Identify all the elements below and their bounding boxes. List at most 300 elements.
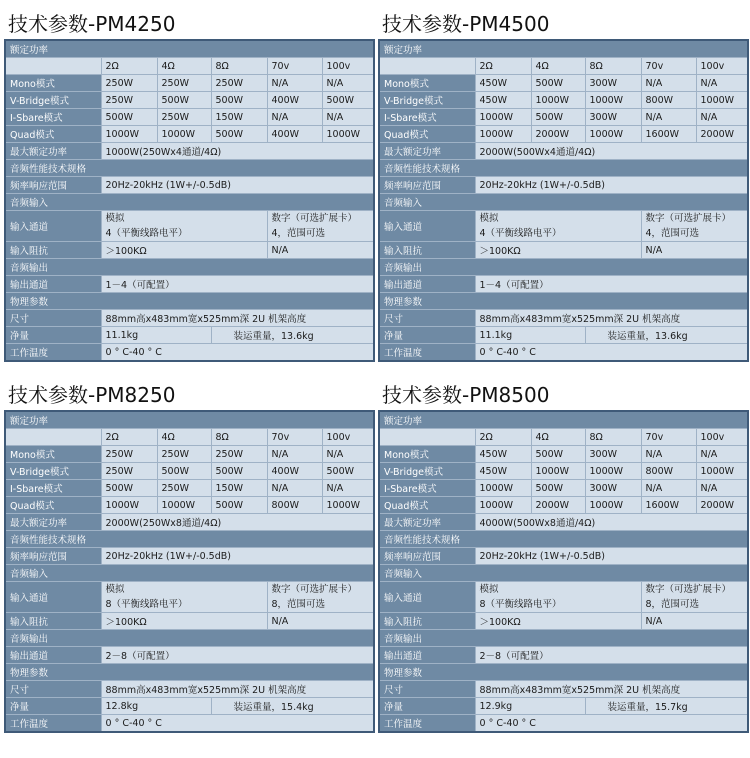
weight-label: 净量	[5, 698, 101, 715]
impedance-label: 输入阻抗	[5, 613, 101, 630]
power-cell: N/A	[322, 75, 374, 92]
power-cell: N/A	[696, 75, 748, 92]
load-2ohm: 2Ω	[101, 429, 157, 446]
weight-value: 11.1kg	[101, 327, 211, 344]
output-channels-label: 输出通道	[379, 647, 475, 664]
size-row	[5, 310, 374, 327]
mode-label: Mono模式	[379, 446, 475, 463]
freq-row	[379, 177, 748, 194]
section-audio-input: 音频输入	[5, 565, 374, 582]
load-4ohm: 4Ω	[531, 429, 585, 446]
load-100v: 100v	[696, 58, 748, 75]
mode-label: I-Sbare模式	[379, 480, 475, 497]
digital-desc: 4，范围可选	[645, 228, 700, 239]
load-8ohm: 8Ω	[211, 58, 267, 75]
physical-header-row	[379, 664, 748, 681]
mode-label: Quad模式	[5, 497, 101, 514]
section-rated-power: 额定功率	[379, 411, 748, 429]
size-label: 尺寸	[379, 681, 475, 698]
digital-cell	[267, 582, 374, 613]
input-channels-row	[5, 582, 374, 613]
section-physical: 物理参数	[379, 293, 748, 310]
mode-label: V-Bridge模式	[5, 463, 101, 480]
power-cell: N/A	[641, 75, 696, 92]
power-cell: 1000W	[531, 92, 585, 109]
analog-desc: 8（平衡线路电平）	[479, 599, 562, 610]
power-cell: 400W	[267, 92, 322, 109]
power-cell: 1000W	[696, 463, 748, 480]
mode-row-mono	[5, 446, 374, 463]
analog-cell	[101, 211, 267, 242]
power-cell: N/A	[267, 109, 322, 126]
output-channels-value: 2－8（可配置）	[475, 647, 748, 664]
digital-cell	[641, 582, 748, 613]
size-label: 尺寸	[379, 310, 475, 327]
analog-desc: 4（平衡线路电平）	[479, 228, 562, 239]
input-impedance-row	[5, 613, 374, 630]
audio-output-header-row	[379, 259, 748, 276]
impedance-digital-value: N/A	[641, 242, 748, 259]
power-cell: 450W	[475, 92, 531, 109]
section-rated-power: 额定功率	[379, 40, 748, 58]
panel-pm8500	[378, 380, 747, 733]
corner-cell	[5, 58, 101, 75]
power-cell: N/A	[641, 446, 696, 463]
load-8ohm: 8Ω	[211, 429, 267, 446]
temp-value: 0 ° C-40 ° C	[475, 344, 748, 362]
load-100v: 100v	[322, 429, 374, 446]
power-cell: 500W	[101, 480, 157, 497]
power-cell: 500W	[211, 92, 267, 109]
input-impedance-row	[379, 242, 748, 259]
power-cell: N/A	[641, 109, 696, 126]
mode-label: Quad模式	[5, 126, 101, 143]
max-power-label: 最大额定功率	[5, 143, 101, 160]
power-cell: 1000W	[475, 480, 531, 497]
power-cell: 450W	[475, 75, 531, 92]
section-audio-input: 音频输入	[379, 194, 748, 211]
input-channels-row	[379, 211, 748, 242]
freq-value: 20Hz-20kHz (1W+/-0.5dB)	[101, 177, 374, 194]
temp-value: 0 ° C-40 ° C	[101, 344, 374, 362]
digital-cell	[267, 211, 374, 242]
weight-row	[379, 698, 748, 715]
mode-row-isbare	[379, 109, 748, 126]
mode-label: I-Sbare模式	[5, 109, 101, 126]
output-channels-label: 输出通道	[5, 276, 101, 293]
input-impedance-row	[379, 613, 748, 630]
audio-output-header-row	[379, 630, 748, 647]
mode-row-vbridge	[379, 92, 748, 109]
power-cell: 300W	[585, 75, 641, 92]
freq-value: 20Hz-20kHz (1W+/-0.5dB)	[475, 548, 748, 565]
mode-label: I-Sbare模式	[379, 109, 475, 126]
load-4ohm: 4Ω	[157, 429, 211, 446]
analog-heading: 模拟	[105, 213, 125, 224]
mode-label: V-Bridge模式	[379, 92, 475, 109]
power-cell: 500W	[211, 126, 267, 143]
power-cell: 1000W	[585, 126, 641, 143]
digital-cell	[641, 211, 748, 242]
input-channels-label: 输入通道	[5, 582, 101, 613]
physical-header-row	[5, 293, 374, 310]
max-power-value: 4000W(500Wx8通道/4Ω)	[475, 514, 748, 531]
spec-table	[4, 39, 375, 362]
output-channels-row	[379, 647, 748, 664]
load-2ohm: 2Ω	[101, 58, 157, 75]
physical-header-row	[379, 293, 748, 310]
corner-cell	[5, 429, 101, 446]
mode-label: Mono模式	[5, 446, 101, 463]
impedance-label: 输入阻抗	[379, 613, 475, 630]
freq-label: 频率响应范围	[5, 548, 101, 565]
panel-title: 技术参数-PM8500	[382, 383, 550, 407]
power-cell: 250W	[211, 75, 267, 92]
weight-value: 12.8kg	[101, 698, 211, 715]
section-physical: 物理参数	[379, 664, 748, 681]
max-power-label: 最大额定功率	[379, 514, 475, 531]
load-2ohm: 2Ω	[475, 58, 531, 75]
max-power-row	[379, 143, 748, 160]
rated-power-header-row	[379, 411, 748, 429]
section-audio-input: 音频输入	[5, 194, 374, 211]
power-cell: N/A	[696, 446, 748, 463]
max-power-row	[5, 143, 374, 160]
load-4ohm: 4Ω	[531, 58, 585, 75]
power-cell: 1000W	[157, 126, 211, 143]
power-cell: 250W	[157, 480, 211, 497]
output-channels-label: 输出通道	[379, 276, 475, 293]
size-row	[379, 310, 748, 327]
output-channels-value: 1－4（可配置）	[475, 276, 748, 293]
mode-label: I-Sbare模式	[5, 480, 101, 497]
mode-row-quad	[5, 126, 374, 143]
output-channels-row	[5, 647, 374, 664]
power-cell: 250W	[101, 92, 157, 109]
impedance-value: ＞100KΩ	[475, 613, 641, 630]
spec-table	[4, 410, 375, 733]
mode-row-vbridge	[5, 92, 374, 109]
panel-title: 技术参数-PM4500	[382, 12, 550, 36]
mode-label: V-Bridge模式	[379, 463, 475, 480]
power-cell: 1000W	[322, 497, 374, 514]
temp-row	[379, 344, 748, 362]
size-value: 88mm高x483mm宽x525mm深 2U 机架高度	[101, 310, 374, 327]
mode-label: Quad模式	[379, 126, 475, 143]
power-cell: 300W	[585, 109, 641, 126]
rated-power-header-row	[5, 40, 374, 58]
rated-power-header-row	[379, 40, 748, 58]
section-audio-output: 音频输出	[379, 630, 748, 647]
power-cell: 500W	[531, 75, 585, 92]
weight-row	[5, 327, 374, 344]
analog-heading: 模拟	[479, 213, 499, 224]
max-power-label: 最大额定功率	[379, 143, 475, 160]
power-cell: 1000W	[101, 126, 157, 143]
analog-heading: 模拟	[479, 584, 499, 595]
max-power-row	[379, 514, 748, 531]
power-cell: 500W	[531, 480, 585, 497]
power-cell: 1000W	[475, 497, 531, 514]
analog-heading: 模拟	[105, 584, 125, 595]
weight-value: 12.9kg	[475, 698, 585, 715]
analog-cell	[475, 582, 641, 613]
freq-row	[5, 548, 374, 565]
audio-output-header-row	[5, 630, 374, 647]
impedance-value: ＞100KΩ	[101, 613, 267, 630]
corner-cell	[379, 58, 475, 75]
load-70v: 70v	[641, 429, 696, 446]
analog-cell	[101, 582, 267, 613]
freq-value: 20Hz-20kHz (1W+/-0.5dB)	[475, 177, 748, 194]
digital-desc: 4，范围可选	[271, 228, 326, 239]
output-channels-value: 1－4（可配置）	[101, 276, 374, 293]
impedance-digital-value: N/A	[267, 242, 374, 259]
power-cell: 2000W	[696, 126, 748, 143]
analog-desc: 8（平衡线路电平）	[105, 599, 188, 610]
weight-label: 净量	[379, 327, 475, 344]
freq-row	[379, 548, 748, 565]
audio-output-header-row	[5, 259, 374, 276]
input-impedance-row	[5, 242, 374, 259]
weight-row	[5, 698, 374, 715]
section-audio-output: 音频输出	[379, 259, 748, 276]
power-cell: 2000W	[531, 497, 585, 514]
power-cell: 1000W	[157, 497, 211, 514]
power-cell: 500W	[322, 463, 374, 480]
section-rated-power: 额定功率	[5, 411, 374, 429]
freq-label: 频率响应范围	[5, 177, 101, 194]
max-power-value: 2000W(500Wx4通道/4Ω)	[475, 143, 748, 160]
impedance-label: 输入阻抗	[5, 242, 101, 259]
panel-pm8250	[4, 380, 373, 733]
size-value: 88mm高x483mm宽x525mm深 2U 机架高度	[475, 681, 748, 698]
freq-label: 频率响应范围	[379, 548, 475, 565]
load-2ohm: 2Ω	[475, 429, 531, 446]
output-channels-row	[379, 276, 748, 293]
power-cell: 800W	[641, 463, 696, 480]
power-cell: N/A	[267, 75, 322, 92]
power-cell: 1000W	[531, 463, 585, 480]
max-power-row	[5, 514, 374, 531]
physical-header-row	[5, 664, 374, 681]
temp-value: 0 ° C-40 ° C	[475, 715, 748, 733]
mode-label: Quad模式	[379, 497, 475, 514]
power-cell: 450W	[475, 446, 531, 463]
mode-row-vbridge	[379, 463, 748, 480]
size-row	[379, 681, 748, 698]
temp-row	[379, 715, 748, 733]
digital-heading: 数字（可选扩展卡）	[271, 213, 358, 224]
load-4ohm: 4Ω	[157, 58, 211, 75]
mode-row-isbare	[5, 109, 374, 126]
load-70v: 70v	[267, 429, 322, 446]
digital-heading: 数字（可选扩展卡）	[271, 584, 358, 595]
mode-row-mono	[5, 75, 374, 92]
power-cell: 150W	[211, 480, 267, 497]
audio-input-header-row	[5, 194, 374, 211]
digital-desc: 8，范围可选	[271, 599, 326, 610]
audio-spec-header-row	[379, 160, 748, 177]
power-cell: 450W	[475, 463, 531, 480]
load-100v: 100v	[696, 429, 748, 446]
section-audio-spec: 音频性能技术规格	[379, 160, 748, 177]
mode-row-quad	[379, 126, 748, 143]
mode-row-isbare	[5, 480, 374, 497]
power-cell: N/A	[322, 446, 374, 463]
mode-row-mono	[379, 446, 748, 463]
weight-value: 11.1kg	[475, 327, 585, 344]
power-cell: 250W	[211, 446, 267, 463]
mode-label: V-Bridge模式	[5, 92, 101, 109]
load-70v: 70v	[641, 58, 696, 75]
power-cell: N/A	[322, 109, 374, 126]
analog-desc: 4（平衡线路电平）	[105, 228, 188, 239]
power-cell: 500W	[101, 109, 157, 126]
corner-cell	[379, 429, 475, 446]
power-cell: 250W	[157, 75, 211, 92]
power-cell: 300W	[585, 480, 641, 497]
mode-row-mono	[379, 75, 748, 92]
power-cell: 500W	[211, 497, 267, 514]
audio-spec-header-row	[5, 160, 374, 177]
temp-label: 工作温度	[379, 344, 475, 362]
power-cell: 800W	[267, 497, 322, 514]
temp-row	[5, 344, 374, 362]
ship-weight-value: 装运重量，13.6kg	[211, 327, 374, 344]
power-cell: N/A	[322, 480, 374, 497]
power-cell: 1000W	[696, 92, 748, 109]
power-cell: 250W	[157, 446, 211, 463]
freq-value: 20Hz-20kHz (1W+/-0.5dB)	[101, 548, 374, 565]
panel-pm4250	[4, 9, 373, 362]
power-cell: 500W	[322, 92, 374, 109]
power-cell: 1000W	[585, 463, 641, 480]
mode-row-isbare	[379, 480, 748, 497]
spec-table	[378, 410, 749, 733]
input-channels-label: 输入通道	[5, 211, 101, 242]
section-audio-spec: 音频性能技术规格	[5, 160, 374, 177]
weight-row	[379, 327, 748, 344]
ship-weight-value: 装运重量，13.6kg	[585, 327, 748, 344]
section-audio-spec: 音频性能技术规格	[379, 531, 748, 548]
load-header-row	[379, 429, 748, 446]
audio-input-header-row	[379, 565, 748, 582]
rated-power-header-row	[5, 411, 374, 429]
ship-weight-value: 装运重量，15.7kg	[585, 698, 748, 715]
audio-input-header-row	[5, 565, 374, 582]
power-cell: N/A	[696, 480, 748, 497]
power-cell: 250W	[101, 75, 157, 92]
impedance-digital-value: N/A	[267, 613, 374, 630]
freq-row	[5, 177, 374, 194]
size-value: 88mm高x483mm宽x525mm深 2U 机架高度	[101, 681, 374, 698]
mode-label: Mono模式	[5, 75, 101, 92]
power-cell: 1000W	[475, 109, 531, 126]
power-cell: 250W	[101, 446, 157, 463]
power-cell: 250W	[101, 463, 157, 480]
power-cell: 500W	[157, 92, 211, 109]
power-cell: N/A	[641, 480, 696, 497]
power-cell: 300W	[585, 446, 641, 463]
power-cell: N/A	[696, 109, 748, 126]
power-cell: 1000W	[101, 497, 157, 514]
section-audio-output: 音频输出	[5, 630, 374, 647]
impedance-value: ＞100KΩ	[475, 242, 641, 259]
digital-heading: 数字（可选扩展卡）	[645, 213, 732, 224]
power-cell: 500W	[531, 109, 585, 126]
section-audio-spec: 音频性能技术规格	[5, 531, 374, 548]
output-channels-value: 2－8（可配置）	[101, 647, 374, 664]
input-channels-label: 输入通道	[379, 211, 475, 242]
audio-input-header-row	[379, 194, 748, 211]
power-cell: N/A	[267, 446, 322, 463]
power-cell: 400W	[267, 126, 322, 143]
audio-spec-header-row	[5, 531, 374, 548]
audio-spec-header-row	[379, 531, 748, 548]
temp-label: 工作温度	[5, 344, 101, 362]
size-row	[5, 681, 374, 698]
mode-row-quad	[379, 497, 748, 514]
digital-desc: 8，范围可选	[645, 599, 700, 610]
panel-title: 技术参数-PM8250	[8, 383, 176, 407]
power-cell: 500W	[211, 463, 267, 480]
temp-row	[5, 715, 374, 733]
section-physical: 物理参数	[5, 293, 374, 310]
load-8ohm: 8Ω	[585, 429, 641, 446]
temp-label: 工作温度	[5, 715, 101, 733]
input-channels-row	[379, 582, 748, 613]
power-cell: 1000W	[322, 126, 374, 143]
output-channels-label: 输出通道	[5, 647, 101, 664]
weight-label: 净量	[5, 327, 101, 344]
power-cell: 1600W	[641, 126, 696, 143]
power-cell: 250W	[157, 109, 211, 126]
section-physical: 物理参数	[5, 664, 374, 681]
power-cell: 2000W	[531, 126, 585, 143]
section-audio-output: 音频输出	[5, 259, 374, 276]
spec-table	[378, 39, 749, 362]
panel-title: 技术参数-PM4250	[8, 12, 176, 36]
load-8ohm: 8Ω	[585, 58, 641, 75]
mode-label: Mono模式	[379, 75, 475, 92]
section-rated-power: 额定功率	[5, 40, 374, 58]
power-cell: 150W	[211, 109, 267, 126]
weight-label: 净量	[379, 698, 475, 715]
load-header-row	[379, 58, 748, 75]
max-power-value: 2000W(250Wx8通道/4Ω)	[101, 514, 374, 531]
analog-cell	[475, 211, 641, 242]
temp-label: 工作温度	[379, 715, 475, 733]
freq-label: 频率响应范围	[379, 177, 475, 194]
impedance-value: ＞100KΩ	[101, 242, 267, 259]
ship-weight-value: 装运重量，15.4kg	[211, 698, 374, 715]
load-100v: 100v	[322, 58, 374, 75]
max-power-value: 1000W(250Wx4通道/4Ω)	[101, 143, 374, 160]
power-cell: 2000W	[696, 497, 748, 514]
power-cell: 1000W	[585, 92, 641, 109]
digital-heading: 数字（可选扩展卡）	[645, 584, 732, 595]
power-cell: N/A	[267, 480, 322, 497]
size-label: 尺寸	[5, 681, 101, 698]
mode-row-vbridge	[5, 463, 374, 480]
temp-value: 0 ° C-40 ° C	[101, 715, 374, 733]
impedance-digital-value: N/A	[641, 613, 748, 630]
power-cell: 500W	[157, 463, 211, 480]
input-channels-label: 输入通道	[379, 582, 475, 613]
power-cell: 1600W	[641, 497, 696, 514]
mode-row-quad	[5, 497, 374, 514]
